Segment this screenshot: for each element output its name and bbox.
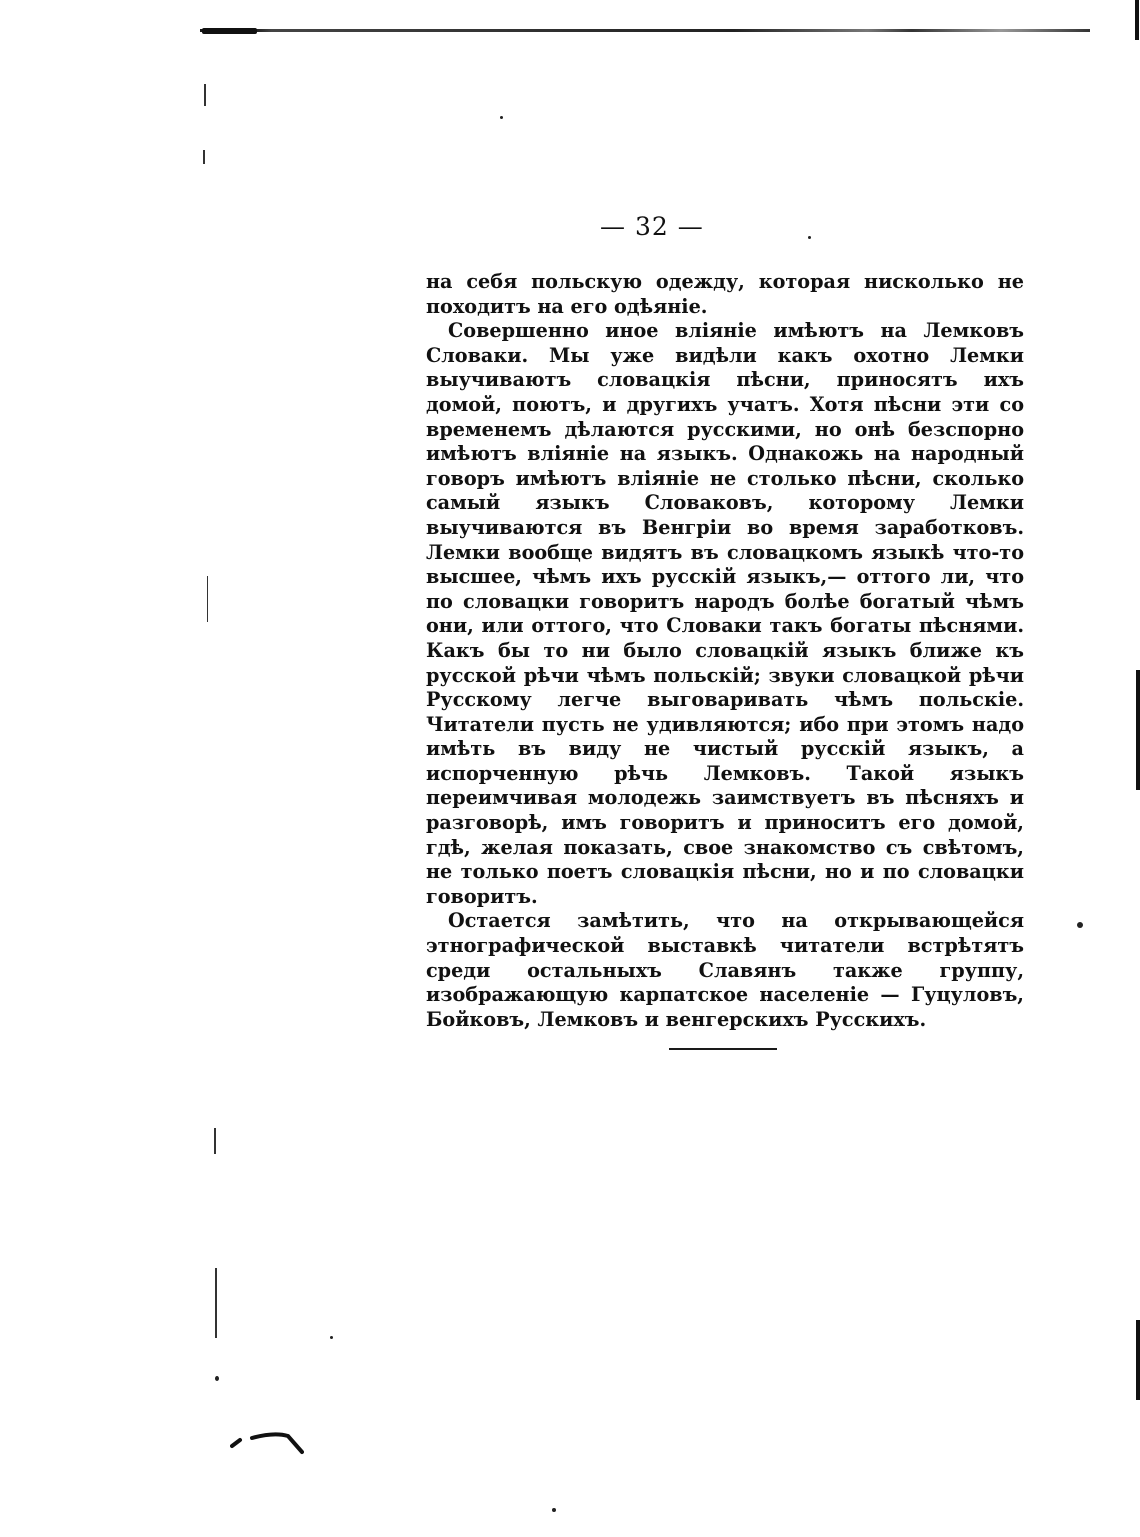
scan-speck xyxy=(552,1508,556,1512)
scan-speck xyxy=(1077,922,1083,928)
scan-margin-mark xyxy=(214,1128,216,1154)
scan-speck xyxy=(215,1376,219,1381)
scan-margin-mark xyxy=(203,150,205,164)
paragraph-slovak-influence: Совершенно иное вліяніе имѣютъ на Лемковъ Словаки. Мы уже видѣли какъ охотно Лемки выучиваютъ словацкія пѣсни, приносятъ ихъ домой, поютъ, и другихъ учатъ. Хотя пѣсни эти со временемъ дѣлаются русскими, но онѣ безспорно имѣютъ вліяніе на языкъ. Однакожь на народный говоръ имѣютъ вліяніе не столько пѣсни, сколько самый языкъ Словаковъ, которому Лемки выучиваются въ Венгріи во время заработковъ. Лемки вообще видятъ въ словацкомъ языкѣ что-то высшее, чѣмъ ихъ русскій языкъ,— оттого ли, что по словацки говоритъ народъ болѣе богатый чѣмъ они, или оттого, что Словаки такъ богаты пѣснями. Какъ бы то ни было словацкій языкъ ближе къ русской рѣчи чѣмъ польскій; звуки словацкой рѣчи Русскому легче выговаривать чѣмъ польскіе. Читатели пусть не удивляются; ибо при этомъ надо имѣть въ виду не чистый русскій языкъ, а испорченную рѣчь Лемковъ. Такой языкъ переимчивая молодежь заимствуетъ въ пѣсняхъ и разговорѣ, имъ говоритъ и приноситъ его домой, гдѣ, желая показать, свое знакомство съ свѣтомъ, не только поетъ словацкія пѣсни, но и по словацки говоритъ. xyxy=(426,319,1024,908)
scan-right-edge-mark xyxy=(1136,670,1140,790)
scan-speck xyxy=(500,116,503,119)
body-text xyxy=(426,270,1024,1032)
paragraph-continuation: на себя польскую одежду, которая нисколько не походитъ на его одѣяніе. xyxy=(426,270,1024,318)
scan-right-edge-mark xyxy=(1136,1320,1140,1400)
scan-margin-mark xyxy=(207,576,208,622)
scan-speck xyxy=(330,1336,333,1339)
scan-right-edge-mark xyxy=(1135,0,1139,40)
page-number: — 32 — xyxy=(600,212,704,241)
scan-top-border-line xyxy=(200,29,1090,32)
paragraph-ethnographic-exhibition: Остается замѣтить, что на открывающейся этнографической выставкѣ читатели встрѣтятъ среди остальныхъ Славянъ также группу, изображающую карпатское населеніе — Гуцуловъ, Бойковъ, Лемковъ и венгерскихъ Русскихъ. xyxy=(426,909,1024,1031)
scan-margin-mark xyxy=(204,84,206,106)
scan-bracket-mark xyxy=(230,1430,304,1456)
scan-margin-mark xyxy=(215,1268,217,1338)
section-end-rule xyxy=(669,1048,777,1050)
scan-top-border-blot xyxy=(202,28,257,34)
